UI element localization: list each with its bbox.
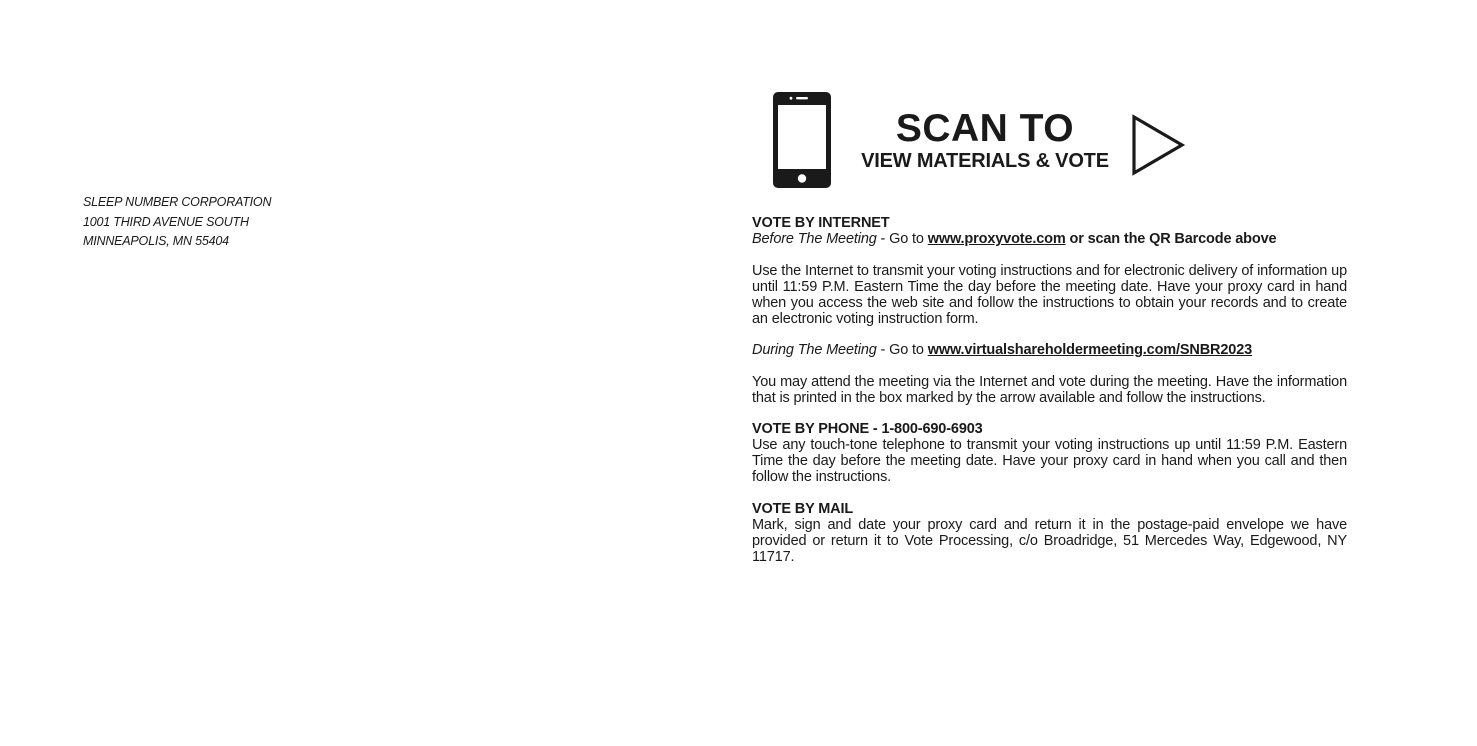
internet-heading: VOTE BY INTERNET bbox=[752, 215, 890, 231]
mail-text: Mark, sign and date your proxy card and return it in the postage-paid envelope we have provided or return it to Vote Processing, c/o Broadridge, 51 Mercedes Way, Edgewood, NY 11717. bbox=[752, 516, 1347, 565]
during-meeting-label: During The Meeting bbox=[752, 342, 877, 358]
during-goto-text: - Go to bbox=[876, 342, 928, 358]
phone-text: Use any touch-tone telephone to transmit your voting instructions up until 11:59 P.M. Eastern Time the day before the meeting date. Have your proxy card in hand when you call and then follow the instructions. bbox=[752, 437, 1347, 485]
virtual-meeting-link[interactable]: www.virtualshareholdermeeting.com/SNBR2023 bbox=[927, 342, 1253, 358]
address-company: SLEEP NUMBER CORPORATION bbox=[83, 195, 272, 209]
before-meeting-line bbox=[752, 231, 1347, 247]
before-goto-text: - Go to bbox=[876, 231, 928, 247]
smartphone-icon bbox=[772, 91, 832, 189]
play-arrow-icon bbox=[1130, 113, 1188, 177]
before-meeting-label: Before The Meeting bbox=[752, 231, 877, 247]
scan-prompt bbox=[852, 108, 1118, 172]
proxyvote-link[interactable]: www.proxyvote.com bbox=[927, 231, 1066, 247]
during-meeting-line bbox=[752, 342, 1347, 358]
scan-title: SCAN TO bbox=[895, 107, 1075, 150]
return-address bbox=[83, 193, 271, 252]
address-street: 1001 THIRD AVENUE SOUTH bbox=[83, 214, 249, 229]
during-meeting-text: You may attend the meeting via the Internet and vote during the meeting. Have the information that is printed in the box marked by the arrow available and follow the instructions. bbox=[752, 373, 1347, 406]
mail-heading: VOTE BY MAIL bbox=[752, 500, 854, 517]
scan-subtitle: VIEW MATERIALS & VOTE bbox=[861, 150, 1109, 172]
phone-heading: VOTE BY PHONE - 1-800-690-6903 bbox=[752, 421, 983, 437]
voting-instructions bbox=[752, 215, 1347, 565]
address-city: MINNEAPOLIS, MN 55404 bbox=[83, 234, 229, 248]
before-meeting-text: Use the Internet to transmit your voting instructions and for electronic delivery of information up until 11:59 P.M. Eastern Time the day before the meeting date. Have your proxy card in hand when you access the web site and follow the instructions to obtain your records and to create an electronic voting instruction form. bbox=[752, 262, 1347, 327]
qr-barcode-text: or scan the QR Barcode above bbox=[1065, 231, 1277, 247]
